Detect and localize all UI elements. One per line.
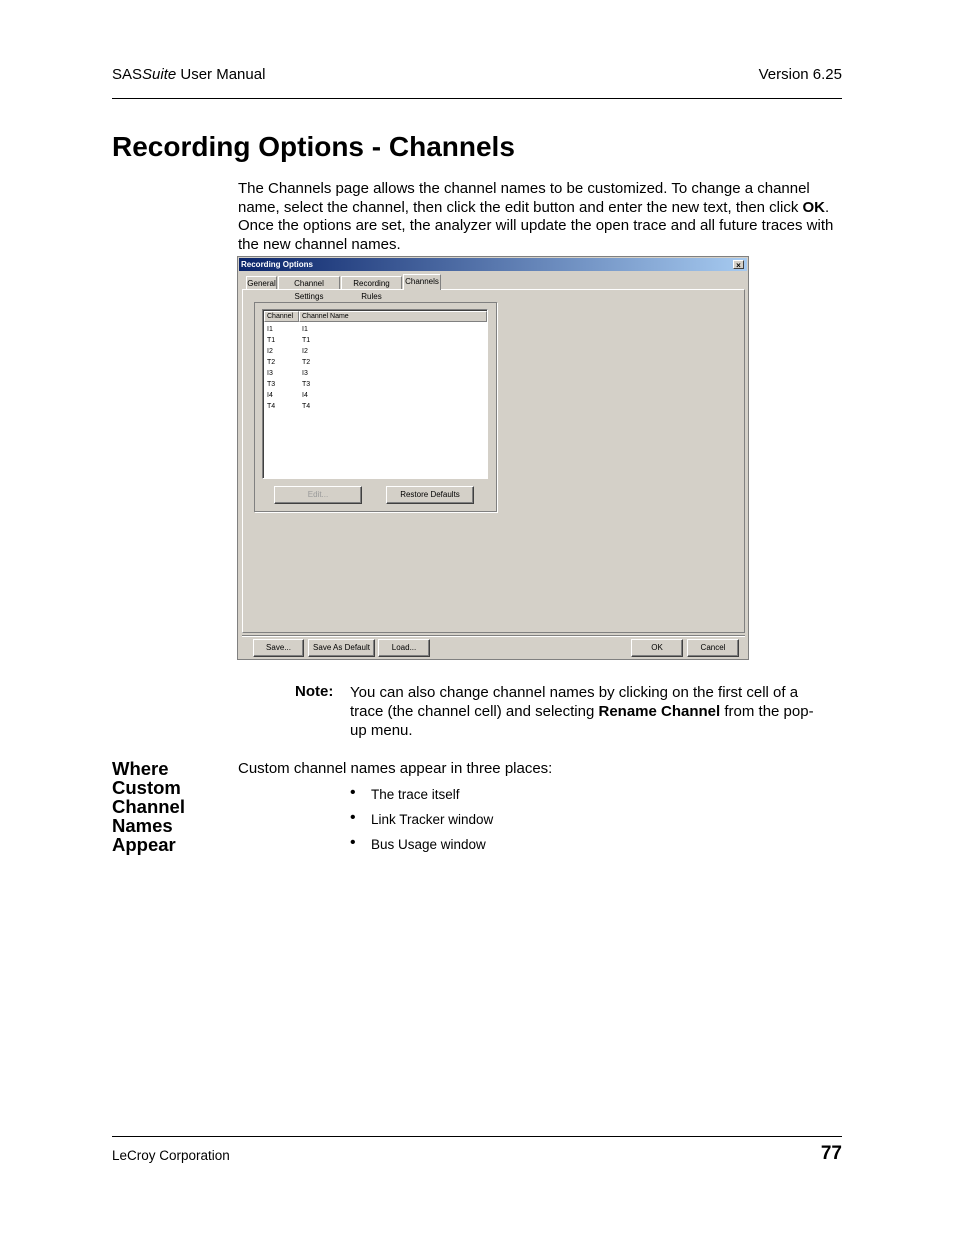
table-row[interactable]: I1 I1 bbox=[267, 326, 308, 333]
list-item: • Bus Usage window bbox=[350, 834, 486, 852]
footer-separator bbox=[242, 635, 745, 637]
table-row[interactable]: I4 I4 bbox=[267, 392, 308, 399]
header-manual-title: SASSuite User Manual bbox=[112, 66, 266, 83]
footer-company: LeCroy Corporation bbox=[112, 1148, 230, 1163]
tab-general[interactable]: General bbox=[246, 276, 277, 289]
page-number: 77 bbox=[820, 1143, 842, 1164]
header-version: Version 6.25 bbox=[758, 66, 842, 83]
edit-button[interactable]: Edit... bbox=[274, 486, 362, 504]
section-heading: Where Custom Channel Names Appear bbox=[112, 758, 185, 855]
section-intro: Custom channel names appear in three places: bbox=[238, 760, 553, 777]
table-row[interactable]: I2 I2 bbox=[267, 348, 308, 355]
close-icon[interactable]: × bbox=[733, 260, 744, 269]
dialog-title-bar bbox=[239, 258, 747, 271]
note-text: You can also change channel names by clicking on the first cell of a trace (the channel cell) and selecting Rename Channel from the pop-up menu. bbox=[350, 684, 814, 739]
intro-paragraph: The Channels page allows the channel names to be customized. To change a channel name, select the channel, then click the edit button and enter the new text, then click OK. Once the options are set, the analyzer will update the open trace and all future traces with the new channel names. bbox=[238, 180, 834, 253]
note-label: Note: bbox=[295, 683, 334, 700]
recording-options-dialog bbox=[237, 256, 749, 660]
column-header-channel-name[interactable]: Channel Name bbox=[299, 311, 487, 322]
bullet-icon: • bbox=[350, 784, 356, 801]
page-title: Recording Options - Channels bbox=[112, 131, 515, 162]
table-row[interactable]: T1 T1 bbox=[267, 337, 311, 344]
restore-defaults-button[interactable]: Restore Defaults bbox=[386, 486, 474, 504]
table-row[interactable]: T4 T4 bbox=[267, 403, 311, 410]
table-row[interactable]: T3 T3 bbox=[267, 381, 311, 388]
save-button[interactable]: Save... bbox=[253, 639, 304, 657]
list-item: • Link Tracker window bbox=[350, 809, 494, 827]
list-item: • The trace itself bbox=[350, 784, 460, 802]
header-rule bbox=[112, 98, 842, 99]
dialog-title: Recording Options bbox=[241, 260, 313, 269]
bullet-icon: • bbox=[350, 834, 356, 851]
tab-channel-settings[interactable]: Channel Settings bbox=[278, 276, 340, 289]
column-header-channel[interactable]: Channel bbox=[264, 311, 299, 322]
bullet-icon: • bbox=[350, 809, 356, 826]
table-row[interactable]: I3 I3 bbox=[267, 370, 308, 377]
places-list bbox=[350, 784, 493, 859]
tab-channels[interactable]: Channels bbox=[403, 274, 441, 290]
channel-list[interactable] bbox=[262, 309, 488, 479]
ok-bold: OK bbox=[802, 198, 826, 216]
brand-italic: Suite bbox=[142, 66, 177, 83]
ok-button[interactable]: OK bbox=[631, 639, 683, 657]
tab-recording-rules[interactable]: Recording Rules bbox=[341, 276, 402, 289]
rename-channel-bold: Rename Channel bbox=[598, 703, 721, 720]
footer-rule bbox=[112, 1136, 842, 1137]
cancel-button[interactable]: Cancel bbox=[687, 639, 739, 657]
load-button[interactable]: Load... bbox=[378, 639, 430, 657]
save-as-default-button[interactable]: Save As Default bbox=[308, 639, 375, 657]
table-row[interactable]: T2 T2 bbox=[267, 359, 311, 366]
